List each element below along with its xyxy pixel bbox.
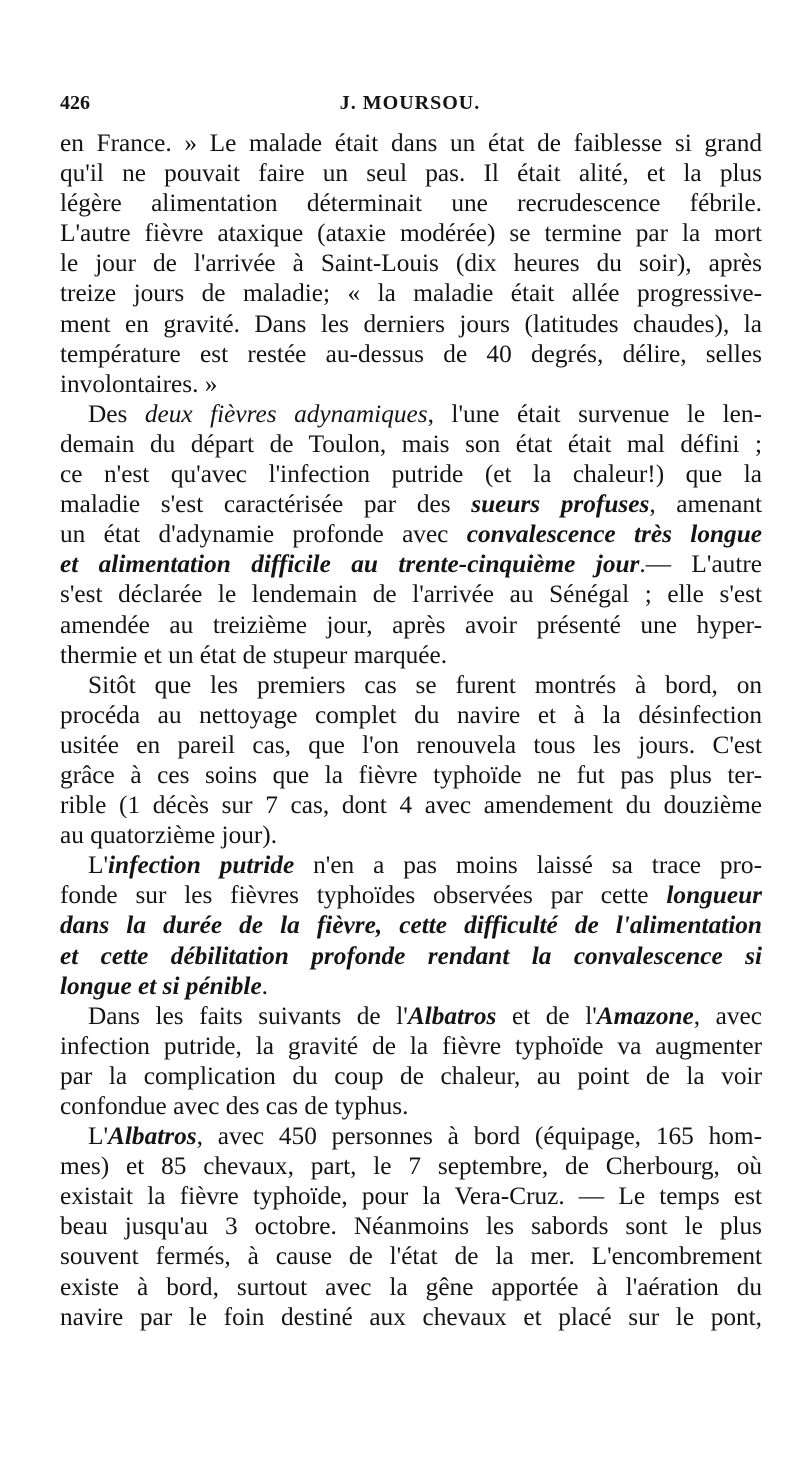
text-run: , amenant (649, 490, 762, 519)
emphasized-text: longueur (666, 881, 762, 910)
text-line (60, 1302, 762, 1332)
emphasized-text: Amazone (596, 1001, 694, 1030)
text-line (60, 248, 762, 278)
emphasized-text: et cette débilitation profonde rendant la convalescence si (60, 941, 762, 970)
text-line (60, 369, 762, 399)
page-header (60, 88, 760, 118)
text-run: L'autre fièvre ataxique (ataxie modérée) se termine par la mort (60, 219, 762, 248)
text-run: température est restée au-dessus de 40 degrés, délire, selles (60, 339, 762, 368)
text-run: .— L'autre (639, 550, 763, 579)
text-line (60, 880, 762, 910)
text-line (60, 1001, 762, 1031)
text-run: , l'une était survenue le len- (427, 399, 762, 428)
text-run: en France. » Le malade était dans un état de faiblesse si grand (60, 129, 762, 157)
text-line (60, 910, 762, 940)
text-run: existait la fièvre typhoïde, pour la Vera-Cruz. — Le temps est (60, 1182, 762, 1211)
text-run: L' (88, 851, 109, 880)
text-run: navire par le foin destiné aux chevaux et placé sur le pont, (60, 1302, 762, 1331)
text-run: amendée au treizième jour, après avoir présenté une hyper- (60, 610, 762, 639)
text-line (60, 1211, 762, 1241)
text-line (60, 339, 762, 369)
text-line (60, 1181, 762, 1211)
emphasized-text: deux fièvres adynamiques (144, 399, 428, 428)
text-run: un état d'adynamie profonde avec (60, 520, 467, 549)
text-line (60, 941, 762, 971)
text-line (60, 459, 762, 489)
text-run: , avec (693, 1001, 762, 1030)
text-run: Dans les faits suivants de l' (88, 1001, 408, 1030)
text-run: involontaires. » (60, 369, 218, 398)
text-line (60, 1272, 762, 1302)
body-text (60, 128, 762, 1332)
text-line (60, 760, 762, 790)
text-line (60, 1091, 762, 1121)
text-run: au quatorzième jour). (60, 821, 278, 850)
text-run: usitée en pareil cas, que l'on renouvela tous les jours. C'est (60, 730, 762, 759)
text-line (60, 730, 762, 760)
text-run: . (261, 971, 268, 1000)
text-line (60, 489, 762, 519)
text-line (60, 820, 762, 850)
text-run: grâce à ces soins que la fièvre typhoïde ne fut pas plus ter- (60, 760, 762, 789)
text-line (60, 971, 762, 1001)
text-run: fonde sur les fièvres typhoïdes observées par cette (60, 881, 667, 910)
text-run: L' (88, 1122, 109, 1151)
text-line (60, 519, 762, 549)
text-line (60, 309, 762, 339)
text-line (60, 1151, 762, 1181)
text-line (60, 1031, 762, 1061)
text-line (60, 549, 762, 579)
text-run: mes) et 85 chevaux, part, le 7 septembre, de Cherbourg, où (60, 1152, 762, 1181)
text-run: demain du départ de Toulon, mais son état était mal défini ; (60, 429, 762, 458)
running-head: J. MOURSOU. (339, 92, 481, 114)
text-line (60, 429, 762, 459)
text-run: ment en gravité. Dans les derniers jours (latitudes chaudes), la (60, 309, 762, 338)
text-run: et de l' (496, 1001, 597, 1030)
text-line (60, 218, 762, 248)
emphasized-text: et alimentation difficile au trente-cinquième jour (60, 550, 640, 579)
text-run: le jour de l'arrivée à Saint-Louis (dix heures du soir), après (60, 249, 762, 278)
text-run: ce n'est qu'avec l'infection putride (et la chaleur!) que la (60, 460, 762, 489)
text-line (60, 1061, 762, 1091)
text-run: , avec 450 personnes à bord (équipage, 165 hom- (196, 1122, 762, 1151)
text-run: confondue avec des cas de typhus. (60, 1092, 409, 1120)
text-run: n'en a pas moins laissé sa trace pro- (294, 851, 762, 880)
text-run: Des (88, 399, 145, 428)
emphasized-text: sueurs profuses (471, 490, 650, 519)
emphasized-text: Albatros (108, 1122, 197, 1151)
emphasized-text: Albatros (407, 1001, 497, 1030)
text-line (60, 1241, 762, 1271)
text-run: maladie s'est caractérisée par des (60, 490, 472, 519)
text-run: thermie et un état de stupeur marquée. (60, 640, 448, 669)
text-run: Sitôt que les premiers cas se furent montrés à bord, on (88, 670, 762, 699)
text-line (60, 700, 762, 730)
text-run: beau jusqu'au 3 octobre. Néanmoins les sabords sont le plus (60, 1212, 762, 1241)
emphasized-text: convalescence très longue (466, 520, 762, 549)
text-line (60, 850, 762, 880)
text-line (60, 610, 762, 640)
text-run: s'est déclarée le lendemain de l'arrivée au Sénégal ; elle s'est (60, 580, 762, 609)
text-line (60, 278, 762, 308)
text-run: souvent fermés, à cause de l'état de la mer. L'encombrement (60, 1242, 762, 1271)
text-line (60, 158, 762, 188)
text-line (60, 128, 762, 158)
text-run: procéda au nettoyage complet du navire et à la désinfection (60, 700, 762, 729)
text-run: légère alimentation déterminait une recrudescence fébrile. (60, 189, 762, 218)
text-line (60, 640, 762, 670)
text-line (60, 579, 762, 609)
text-line (60, 188, 762, 218)
text-run: rible (1 décès sur 7 cas, dont 4 avec amendement du douzième (60, 791, 762, 820)
page-number: 426 (60, 92, 90, 114)
text-line (60, 790, 762, 820)
text-line (60, 1121, 762, 1151)
text-line (60, 670, 762, 700)
text-run: qu'il ne pouvait faire un seul pas. Il était alité, et la plus (60, 159, 762, 188)
text-run: treize jours de maladie; « la maladie était allée progressive- (60, 279, 762, 308)
text-run: par la complication du coup de chaleur, au point de la voir (60, 1061, 762, 1090)
text-run: infection putride, la gravité de la fièvre typhoïde va augmenter (60, 1031, 762, 1060)
emphasized-text: dans la durée de la fièvre, cette difficulté de l'alimentation (60, 911, 762, 940)
text-run: existe à bord, surtout avec la gêne apportée à l'aération du (60, 1272, 762, 1301)
emphasized-text: infection putride (108, 851, 295, 880)
text-line (60, 399, 762, 429)
emphasized-text: longue et si pénible (60, 971, 262, 1000)
